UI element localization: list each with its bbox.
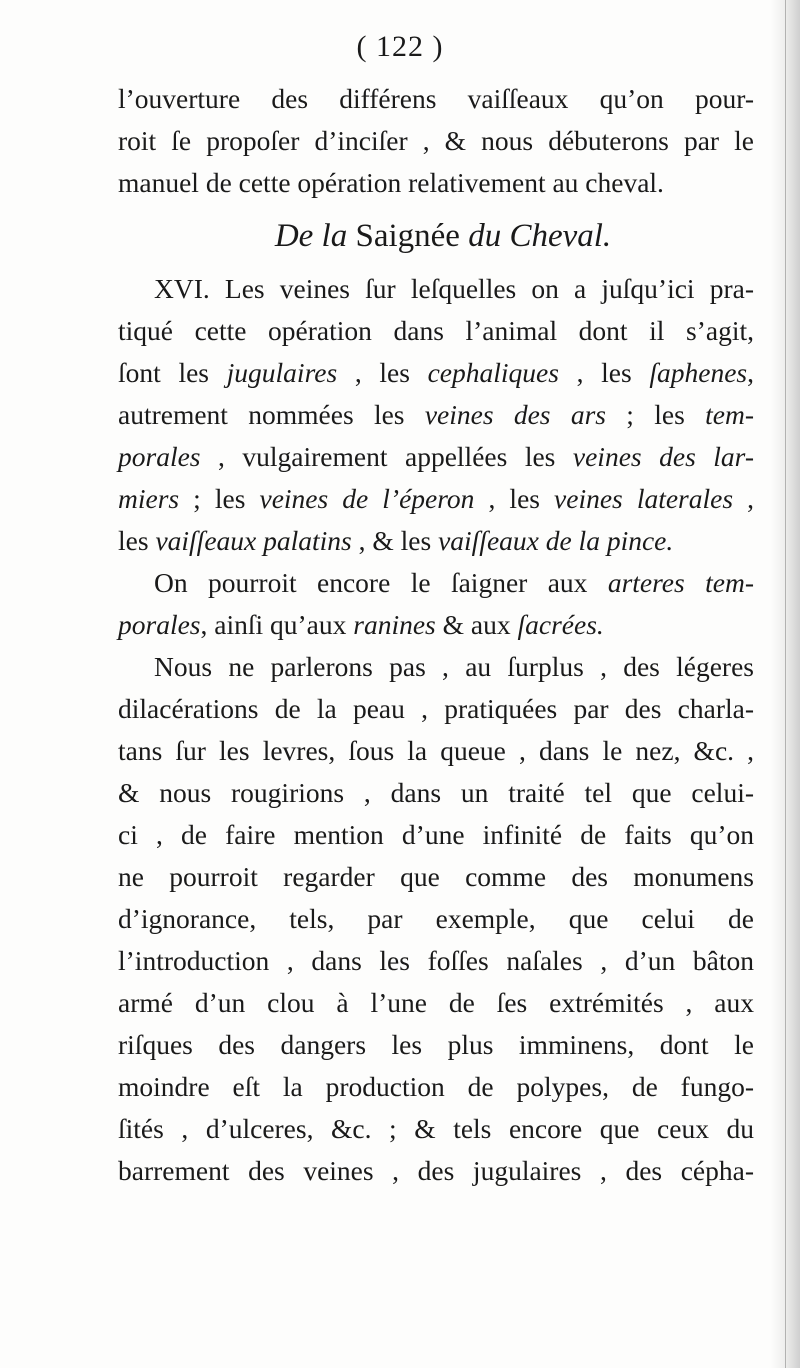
text-line	[118, 352, 754, 394]
text-run: , ainſi qu’aux	[200, 609, 354, 640]
text-run: , les	[474, 483, 555, 514]
text-run: & nous rougirions , dans un traité tel que celui-	[118, 777, 754, 808]
text-run: , & les	[351, 525, 439, 556]
text-run: ; les	[179, 483, 260, 514]
italic-term: miers	[118, 483, 180, 514]
text-line	[118, 1066, 754, 1108]
text-run: les	[118, 525, 156, 556]
text-line	[118, 162, 754, 204]
italic-term: veines laterales	[554, 483, 734, 514]
text-line	[118, 310, 754, 352]
text-line	[118, 394, 754, 436]
text-run: armé d’un clou à l’une de ſes extrémités , aux	[118, 987, 754, 1018]
italic-term: tem-	[705, 399, 754, 430]
text-line	[118, 436, 754, 478]
text-line	[118, 520, 754, 562]
text-line	[118, 940, 754, 982]
heading-du-cheval: du Cheval.	[468, 218, 612, 254]
italic-term: porales	[118, 609, 201, 640]
italic-term: cephaliques	[427, 357, 559, 388]
text-run: tiqué cette opération dans l’animal dont il s’agit,	[118, 315, 754, 346]
text-run: Nous ne parlerons pas , au ſurplus , des légeres	[154, 651, 754, 682]
text-line	[118, 604, 754, 646]
text-run: l’ouverture des différens vaiſſeaux qu’on pour-	[118, 83, 754, 114]
text-run: ; les	[605, 399, 706, 430]
text-run: XVI. Les veines ſur leſquelles on a juſqu’ici pra-	[154, 273, 754, 304]
text-run: tans ſur les levres, ſous la queue , dans le nez, &c. ,	[118, 735, 754, 766]
text-line	[118, 688, 754, 730]
text-run: & aux	[435, 609, 518, 640]
heading-de: De	[274, 218, 314, 254]
text-line	[118, 1024, 754, 1066]
text-run: ,	[733, 483, 754, 514]
text-run: dilacérations de la peau , pratiquées par des charla-	[118, 693, 754, 724]
page-edge-line	[785, 0, 786, 1368]
italic-term: veines des lar-	[572, 441, 754, 472]
text-run: ne pourroit regarder que comme des monumens	[118, 861, 754, 892]
page-number: ( 122 )	[356, 30, 444, 63]
italic-term: ranines	[353, 609, 436, 640]
italic-term: arteres tem-	[607, 567, 754, 598]
italic-term: ſacrées.	[517, 609, 604, 640]
text-line	[118, 982, 754, 1024]
text-run: moindre eſt la production de polypes, de fungo-	[118, 1071, 754, 1102]
text-line	[118, 898, 754, 940]
text-run: manuel de cette opération relativement au cheval.	[118, 167, 664, 198]
text-line	[118, 856, 754, 898]
text-run: ci , de faire mention d’une infinité de faits qu’on	[118, 819, 754, 850]
text-run: riſques des dangers les plus imminens, dont le	[118, 1029, 754, 1060]
italic-term: porales	[118, 441, 201, 472]
text-line	[118, 1150, 754, 1192]
text-run: roit ſe propoſer d’inciſer , & nous débuterons par le	[118, 125, 754, 156]
text-run: , vulgairement appellées les	[200, 441, 573, 472]
text-run: autrement nommées les	[118, 399, 425, 430]
text-line	[118, 730, 754, 772]
text-line	[118, 814, 754, 856]
italic-term: veines des ars	[424, 399, 606, 430]
text-run: l’introduction , dans les foſſes naſales , d’un bâton	[118, 945, 754, 976]
italic-term: jugulaires	[226, 357, 338, 388]
text-run: ſités , d’ulceres, &c. ; & tels encore que ceux du	[118, 1113, 754, 1144]
section-body	[118, 268, 754, 1192]
text-line	[118, 1108, 754, 1150]
text-line	[118, 772, 754, 814]
text-run: , les	[558, 357, 650, 388]
text-run: On pourroit encore le ſaigner aux	[154, 567, 608, 598]
text-run: ſont les	[118, 357, 227, 388]
text-run: d’ignorance, tels, par exemple, que celui de	[118, 903, 754, 934]
heading-la: la	[321, 218, 348, 254]
section-heading	[118, 204, 754, 268]
text-line	[118, 120, 754, 162]
italic-term: ſaphenes	[649, 357, 748, 388]
text-block	[118, 78, 754, 1192]
italic-term: vaiſſeaux de la pince.	[438, 525, 674, 556]
italic-term: veines de l’éperon	[259, 483, 475, 514]
text-line	[118, 78, 754, 120]
text-line	[118, 646, 754, 688]
text-run: , les	[337, 357, 428, 388]
text-run: barrement des veines , des jugulaires , des cépha-	[118, 1155, 754, 1186]
intro-paragraph	[118, 78, 754, 204]
text-run: ,	[747, 357, 754, 388]
text-line	[118, 562, 754, 604]
text-line	[118, 478, 754, 520]
text-line	[118, 268, 754, 310]
italic-term: vaiſſeaux palatins	[155, 525, 352, 556]
heading-saignee: Saignée	[355, 218, 460, 254]
